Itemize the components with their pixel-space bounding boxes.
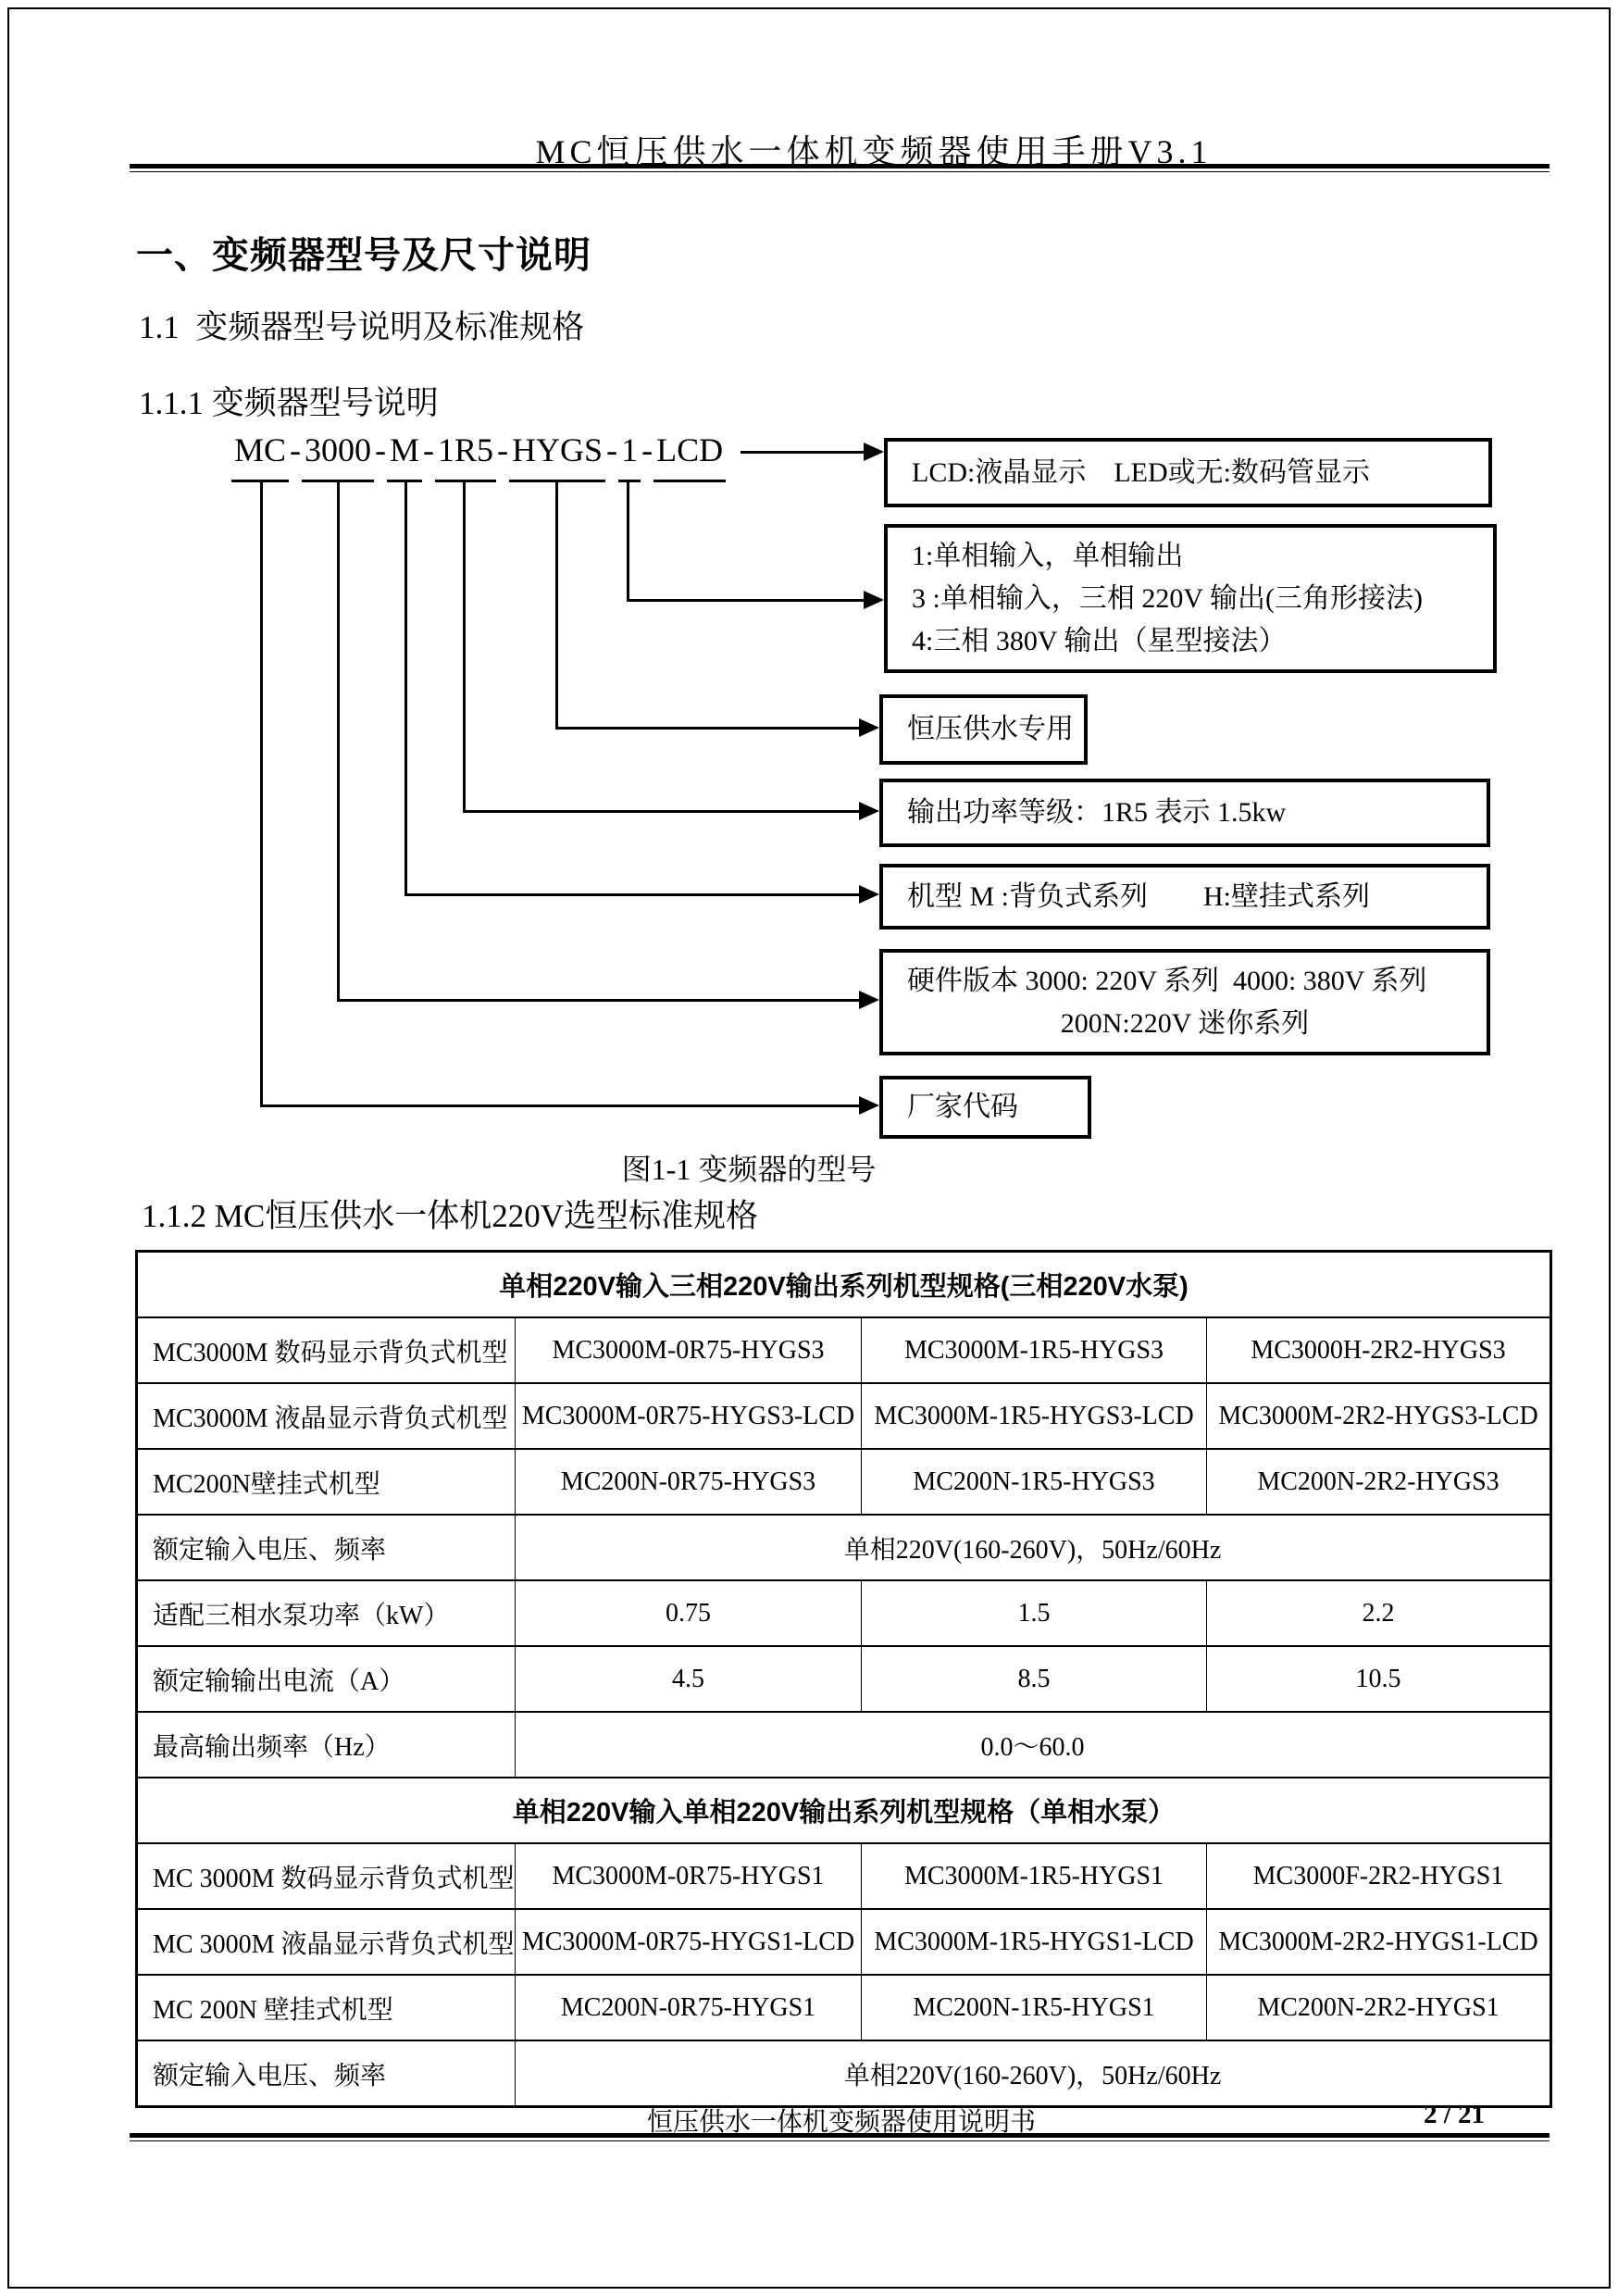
arrowhead-hardware-icon xyxy=(859,991,879,1009)
phase-option-1: 1:单相输入，单相输出 xyxy=(912,540,1184,571)
table-row xyxy=(137,1580,1551,1646)
row-label: MC3000M 数码显示背负式机型 xyxy=(137,1317,516,1383)
model-number xyxy=(231,428,726,482)
section-a-title: 单相220V输入三相220V输出系列机型规格(三相220V水泵) xyxy=(137,1252,1551,1318)
model-cell: MC200N-2R2-HYGS3 xyxy=(1207,1449,1551,1515)
label-box-machine xyxy=(879,864,1490,930)
connector-3000-line xyxy=(337,482,340,1002)
merged-value-cell: 0.0～60.0 xyxy=(516,1712,1551,1778)
phase-option-3: 3 :单相输入，三相 220V 输出(三角形接法) xyxy=(912,582,1423,614)
figure-caption: 图1-1 变频器的型号 xyxy=(621,1153,877,1186)
model-cell: MC3000M-0R75-HYGS1-LCD xyxy=(516,1909,862,1975)
row-label: 适配三相水泵功率（kW） xyxy=(137,1580,516,1646)
subsection-heading-1-1-1: 1.1.1 变频器型号说明 xyxy=(139,385,439,421)
model-cell: MC3000M-2R2-HYGS3-LCD xyxy=(1207,1383,1551,1449)
table-row xyxy=(137,1449,1551,1515)
table-row xyxy=(137,2040,1551,2107)
model-cell: MC3000H-2R2-HYGS3 xyxy=(1207,1317,1551,1383)
table-row xyxy=(137,1515,1551,1580)
model-separator: - xyxy=(290,431,302,468)
model-separator: - xyxy=(641,431,653,468)
model-cell: MC3000M-1R5-HYGS1-LCD xyxy=(862,1909,1207,1975)
label-box-vendor xyxy=(879,1076,1091,1139)
label-box-hardware xyxy=(879,949,1490,1055)
model-cell: MC3000M-0R75-HYGS1 xyxy=(516,1843,862,1909)
model-cell: MC200N-1R5-HYGS3 xyxy=(862,1449,1207,1515)
subsection-heading-1-1: 1.1 变频器型号说明及标准规格 xyxy=(139,309,585,345)
model-separator: - xyxy=(375,431,387,468)
value-cell: 8.5 xyxy=(862,1646,1207,1712)
model-segment-1r5: 1R5 xyxy=(435,428,496,482)
table-section-header-a xyxy=(137,1252,1551,1318)
row-label: 最高输出频率（Hz） xyxy=(137,1712,516,1778)
connector-mc-line xyxy=(260,482,263,1107)
value-cell: 0.75 xyxy=(516,1580,862,1646)
row-label: MC 3000M 液晶显示背负式机型 xyxy=(137,1909,516,1975)
spec-table xyxy=(135,1250,1552,2108)
arrowhead-machine-icon xyxy=(859,885,879,904)
model-segment-mc: MC xyxy=(231,428,289,482)
arrow-line-phase xyxy=(627,599,865,602)
table-row xyxy=(137,1843,1551,1909)
section-b-title: 单相220V输入单相220V输出系列机型规格（单相水泵） xyxy=(137,1778,1551,1843)
model-segment-hygs: HYGS xyxy=(509,428,605,482)
model-separator: - xyxy=(497,431,509,468)
arrowhead-hygs-icon xyxy=(859,718,879,737)
model-cell: MC3000M-1R5-HYGS3-LCD xyxy=(862,1383,1207,1449)
table-row xyxy=(137,1646,1551,1712)
connector-1r5-line xyxy=(463,482,466,813)
model-cell: MC3000M-0R75-HYGS3 xyxy=(516,1317,862,1383)
arrow-line-display xyxy=(741,451,865,454)
model-cell: MC3000M-1R5-HYGS1 xyxy=(862,1843,1207,1909)
footer-doc-name: 恒压供水一体机变频器使用说明书 xyxy=(646,2108,1036,2137)
connector-m-line xyxy=(404,482,407,896)
vendor-text: 厂家代码 xyxy=(907,1092,1018,1122)
model-segment-1: 1 xyxy=(618,428,641,482)
model-cell: MC3000M-0R75-HYGS3-LCD xyxy=(516,1383,862,1449)
merged-value-cell: 单相220V(160-260V)，50Hz/60Hz xyxy=(516,2040,1551,2107)
arrow-line-power xyxy=(463,810,861,813)
connector-hygs-line xyxy=(555,482,558,730)
label-box-power xyxy=(879,779,1490,847)
model-separator: - xyxy=(423,431,435,468)
arrow-line-machine xyxy=(404,893,861,896)
row-label: MC 200N 壁挂式机型 xyxy=(137,1975,516,2040)
model-cell: MC200N-0R75-HYGS1 xyxy=(516,1975,862,2040)
model-cell: MC3000M-2R2-HYGS1-LCD xyxy=(1207,1909,1551,1975)
arrow-line-hygs xyxy=(555,727,861,730)
header-rule xyxy=(130,164,1550,172)
arrowhead-power-icon xyxy=(859,802,879,820)
hardware-line-1: 硬件版本 3000: 220V 系列 4000: 380V 系列 xyxy=(907,965,1427,996)
value-cell: 2.2 xyxy=(1207,1580,1551,1646)
hardware-line-2: 200N:220V 迷你系列 xyxy=(1060,1007,1310,1039)
value-cell: 4.5 xyxy=(516,1646,862,1712)
arrowhead-display-icon xyxy=(864,443,884,461)
value-cell: 10.5 xyxy=(1207,1646,1551,1712)
connector-1-line xyxy=(627,482,629,602)
model-cell: MC200N-0R75-HYGS3 xyxy=(516,1449,862,1515)
model-cell: MC200N-1R5-HYGS1 xyxy=(862,1975,1207,2040)
row-label: 额定输入电压、频率 xyxy=(137,2040,516,2107)
row-label: MC200N壁挂式机型 xyxy=(137,1449,516,1515)
hygs-text: 恒压供水专用 xyxy=(907,714,1074,744)
table-section-header-b xyxy=(137,1778,1551,1843)
model-separator: - xyxy=(606,431,618,468)
footer-page-number: 2 / 21 xyxy=(1424,2100,1486,2129)
section-heading-1: 一、变频器型号及尺寸说明 xyxy=(136,235,591,276)
display-option-text: LCD:液晶显示 LED或无:数码管显示 xyxy=(912,456,1370,488)
arrow-line-hardware xyxy=(337,999,861,1002)
label-box-hygs xyxy=(879,694,1088,765)
power-text: 输出功率等级：1R5 表示 1.5kw xyxy=(907,797,1287,828)
value-cell: 1.5 xyxy=(862,1580,1207,1646)
arrowhead-vendor-icon xyxy=(859,1096,879,1115)
row-label: MC 3000M 数码显示背负式机型 xyxy=(137,1843,516,1909)
merged-value-cell: 单相220V(160-260V)，50Hz/60Hz xyxy=(516,1515,1551,1580)
phase-option-4: 4:三相 380V 输出（星型接法） xyxy=(912,625,1287,656)
row-label: 额定输入电压、频率 xyxy=(137,1515,516,1580)
machine-text: 机型 M :背负式系列 H:壁挂式系列 xyxy=(907,880,1371,912)
model-cell: MC200N-2R2-HYGS1 xyxy=(1207,1975,1551,2040)
table-row xyxy=(137,1909,1551,1975)
label-box-phase xyxy=(884,524,1497,673)
footer-rule xyxy=(130,2133,1550,2141)
table-row xyxy=(137,1712,1551,1778)
arrow-line-vendor xyxy=(260,1104,861,1107)
model-segment-3000: 3000 xyxy=(302,428,374,482)
model-segment-m: M xyxy=(387,428,422,482)
row-label: MC3000M 液晶显示背负式机型 xyxy=(137,1383,516,1449)
model-cell: MC3000F-2R2-HYGS1 xyxy=(1207,1843,1551,1909)
subsection-heading-1-1-2: 1.1.2 MC恒压供水一体机220V选型标准规格 xyxy=(142,1198,758,1234)
table-row xyxy=(137,1317,1551,1383)
model-segment-lcd: LCD xyxy=(653,428,726,482)
table-row xyxy=(137,1975,1551,2040)
document-header-title: MC恒压供水一体机变频器使用手册V3.1 xyxy=(535,133,1213,170)
model-cell: MC3000M-1R5-HYGS3 xyxy=(862,1317,1207,1383)
label-box-display xyxy=(884,438,1492,507)
row-label: 额定输输出电流（A） xyxy=(137,1646,516,1712)
arrowhead-phase-icon xyxy=(864,591,884,609)
table-row xyxy=(137,1383,1551,1449)
